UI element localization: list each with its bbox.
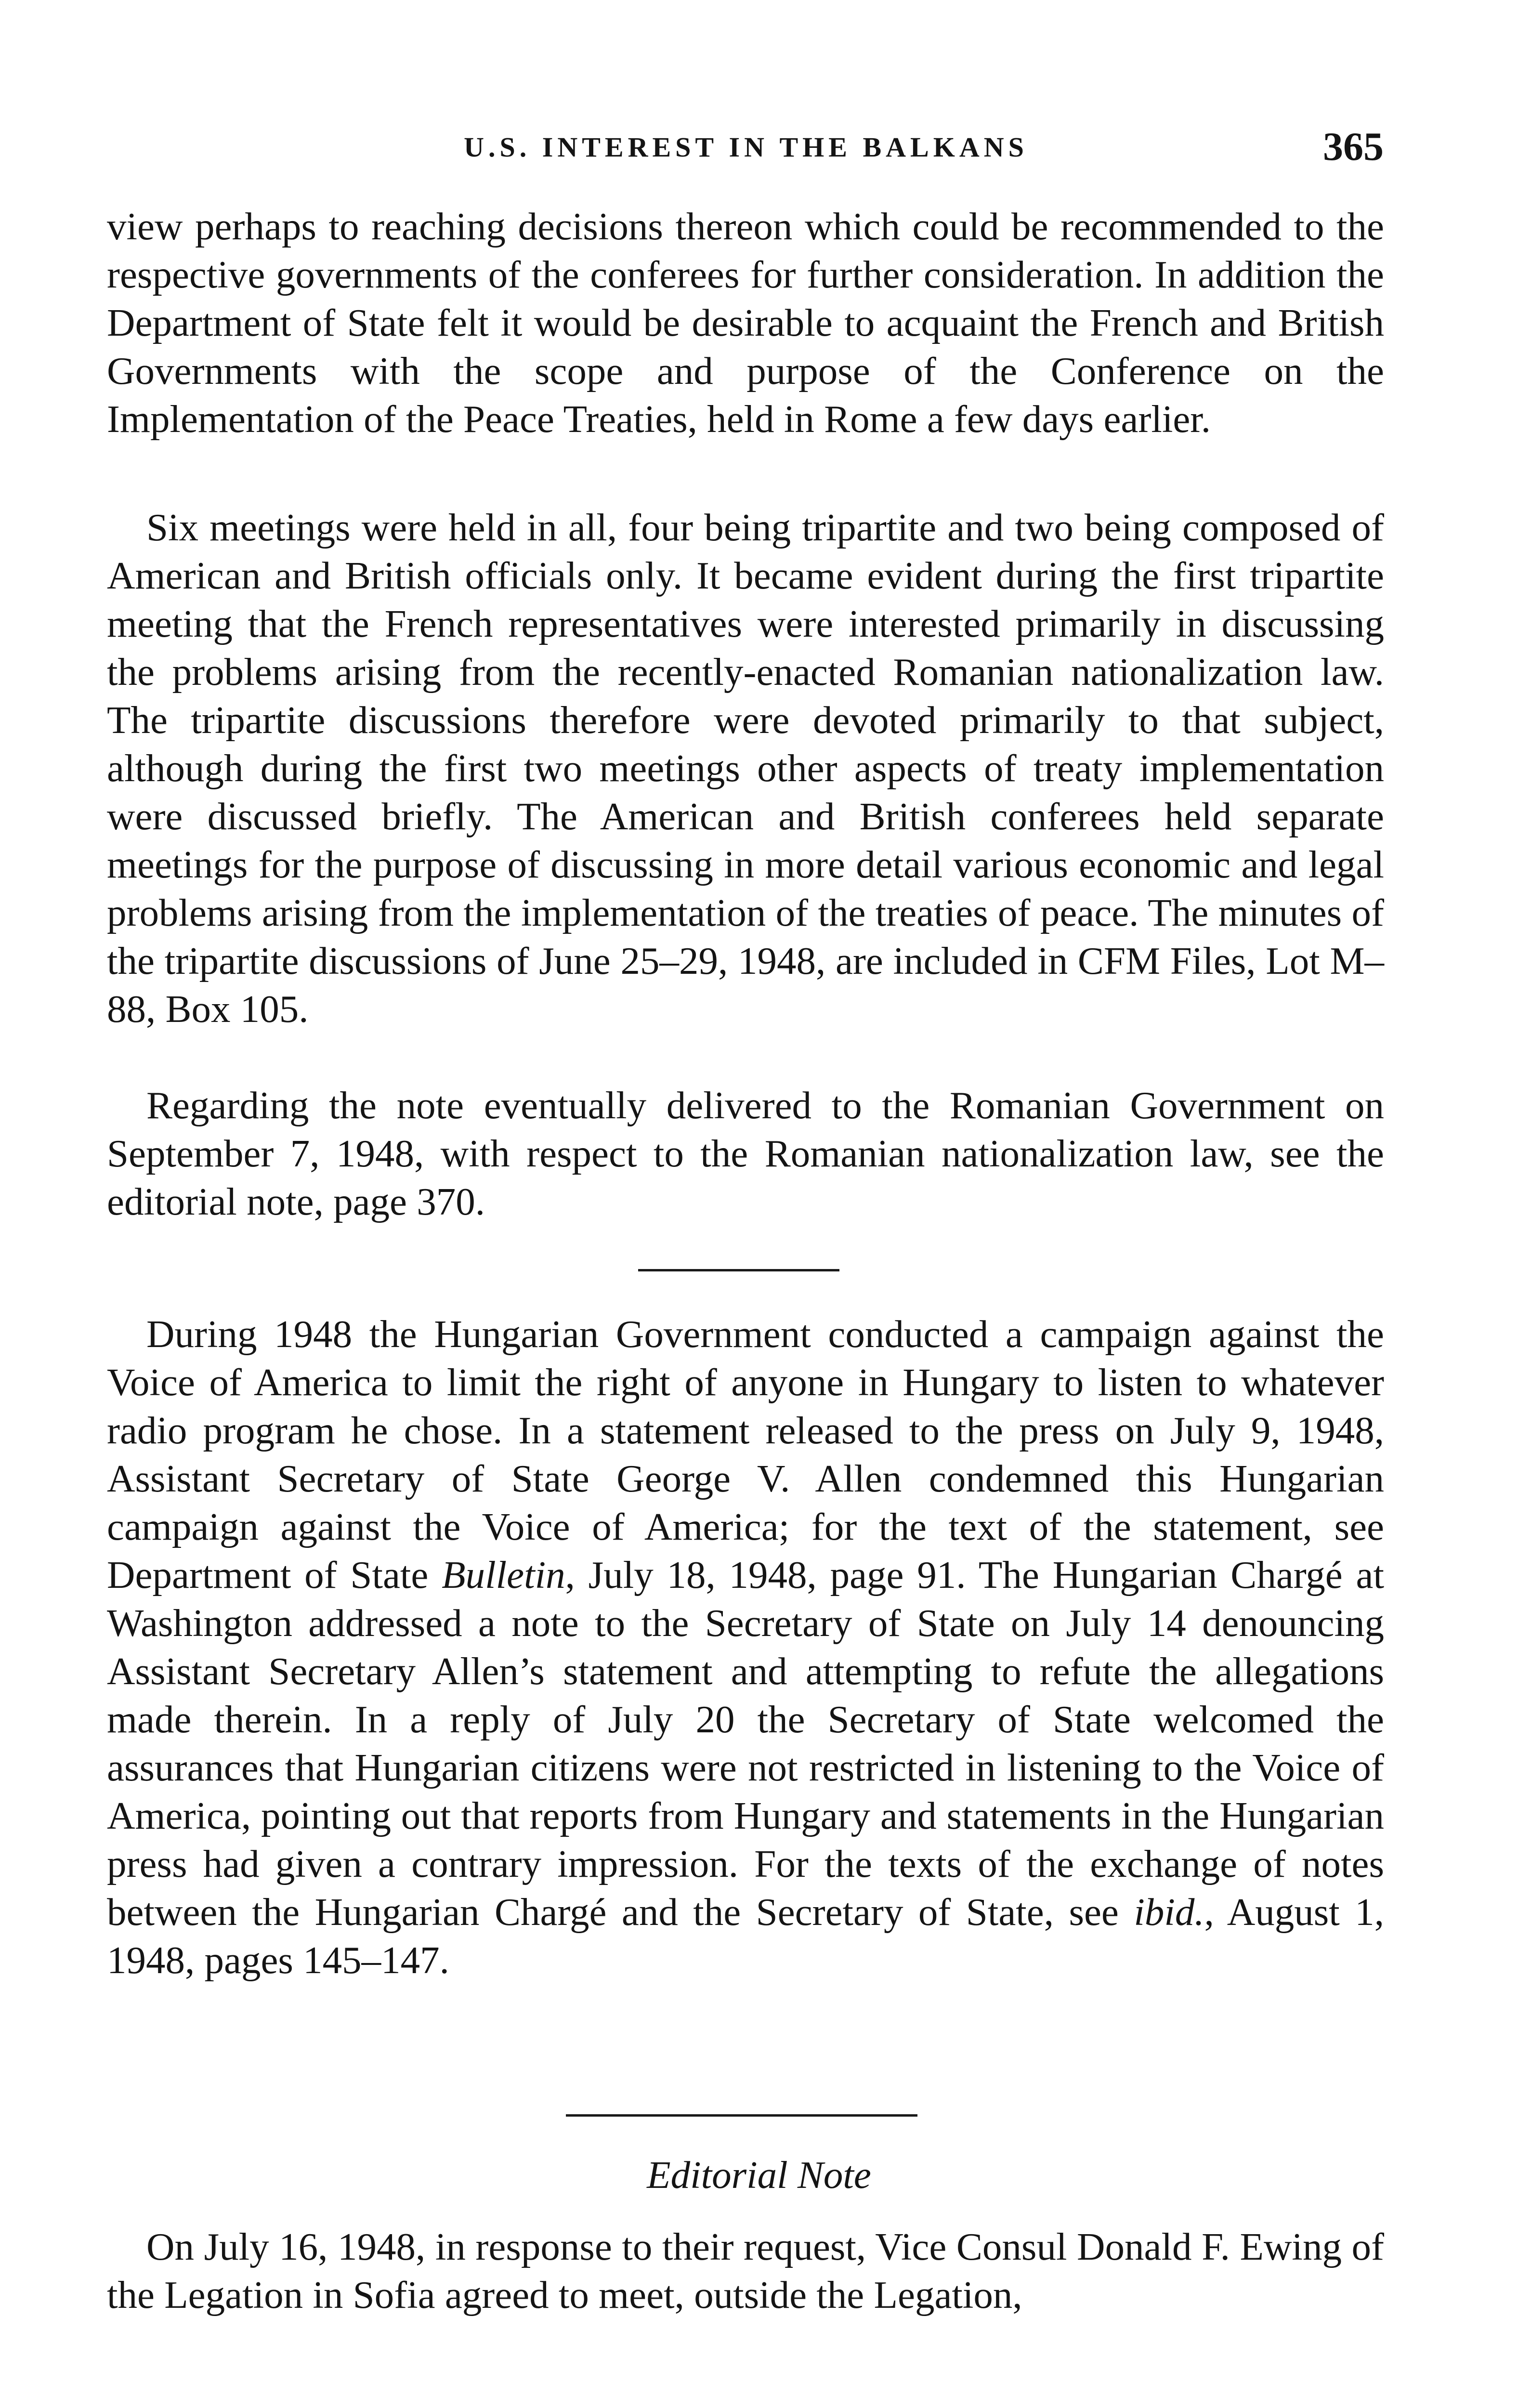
paragraph-romanian-note: Regarding the note eventually delivered to the Romanian Government on September 7, 1948, with respect to the Romanian nationalization law, see the editorial note, page 370. [107, 1084, 1384, 1223]
paragraph-voice-of-america [107, 1310, 1384, 1984]
paragraph-editorial-note: On July 16, 1948, in response to their request, Vice Consul Donald F. Ewing of the Legation in Sofia agreed to meet, outside the Legation, [107, 2225, 1384, 2316]
paragraph-text: , July 18, 1948, page 91. The Hungarian Chargé at Washington addressed a note to the Secretary of State on July 14 denouncing Assistant Secretary Allen’s statement and attempting to refute the allegations made therein. In a reply of July 20 the Secretary of State welcomed the assurances that Hungarian citizens were not restricted in listening to the Voice of America, pointing out that reports from Hungary and statements in the Hungarian press had given a contrary impression. For the texts of the exchange of notes between the Hungarian Chargé and the Secretary of State, see [107, 1553, 1384, 1934]
section-divider [638, 1269, 839, 1271]
paragraph-continuation: view perhaps to reaching decisions thereon which could be recommended to the respective governments of the conferees for further consideration. In addition the Department of State felt it would be desirable to acquaint the French and British Governments with the scope and purpose of the Conference on the Implementation of the Peace Treaties, held in Rome a few days earlier. [107, 205, 1384, 441]
paragraph-meetings: Six meetings were held in all, four being tripartite and two being composed of American and British officials only. It became evident during the first tripartite meeting that the French representatives were interested primarily in discussing the problems arising from the recently-enacted Romanian nationalization law. The tripartite discussions therefore were devoted primarily to that subject, although during the first two meetings other aspects of treaty implementation were discussed briefly. The American and British conferees held separate meetings for the purpose of discussing in more detail various economic and legal problems arising from the implementation of the treaties of peace. The minutes of the tripartite discussions of June 25–29, 1948, are included in CFM Files, Lot M–88, Box 105. [107, 506, 1384, 1031]
bulletin-citation: Bulletin [442, 1553, 565, 1597]
editorial-note-heading: Editorial Note [647, 2153, 871, 2197]
paragraph-text: During 1948 the Hungarian Government conducted a campaign against the Voice of America to limit the right of anyone in Hungary to listen to whatever radio program he chose. In a statement released to the press on July 9, 1948, Assistant Secretary of State George V. Allen condemned this Hungarian campaign against the Voice of America; for the text of the statement, see Department of State [107, 1312, 1384, 1597]
paragraph-text: , August 1, 1948, pages 145–147. [107, 1890, 1385, 1982]
running-header [108, 126, 1384, 170]
section-divider [566, 2114, 917, 2117]
running-title: U.S. INTEREST IN THE BALKANS [464, 131, 1028, 163]
ibid-citation: ibid. [1134, 1890, 1204, 1934]
page-number: 365 [1323, 124, 1384, 169]
